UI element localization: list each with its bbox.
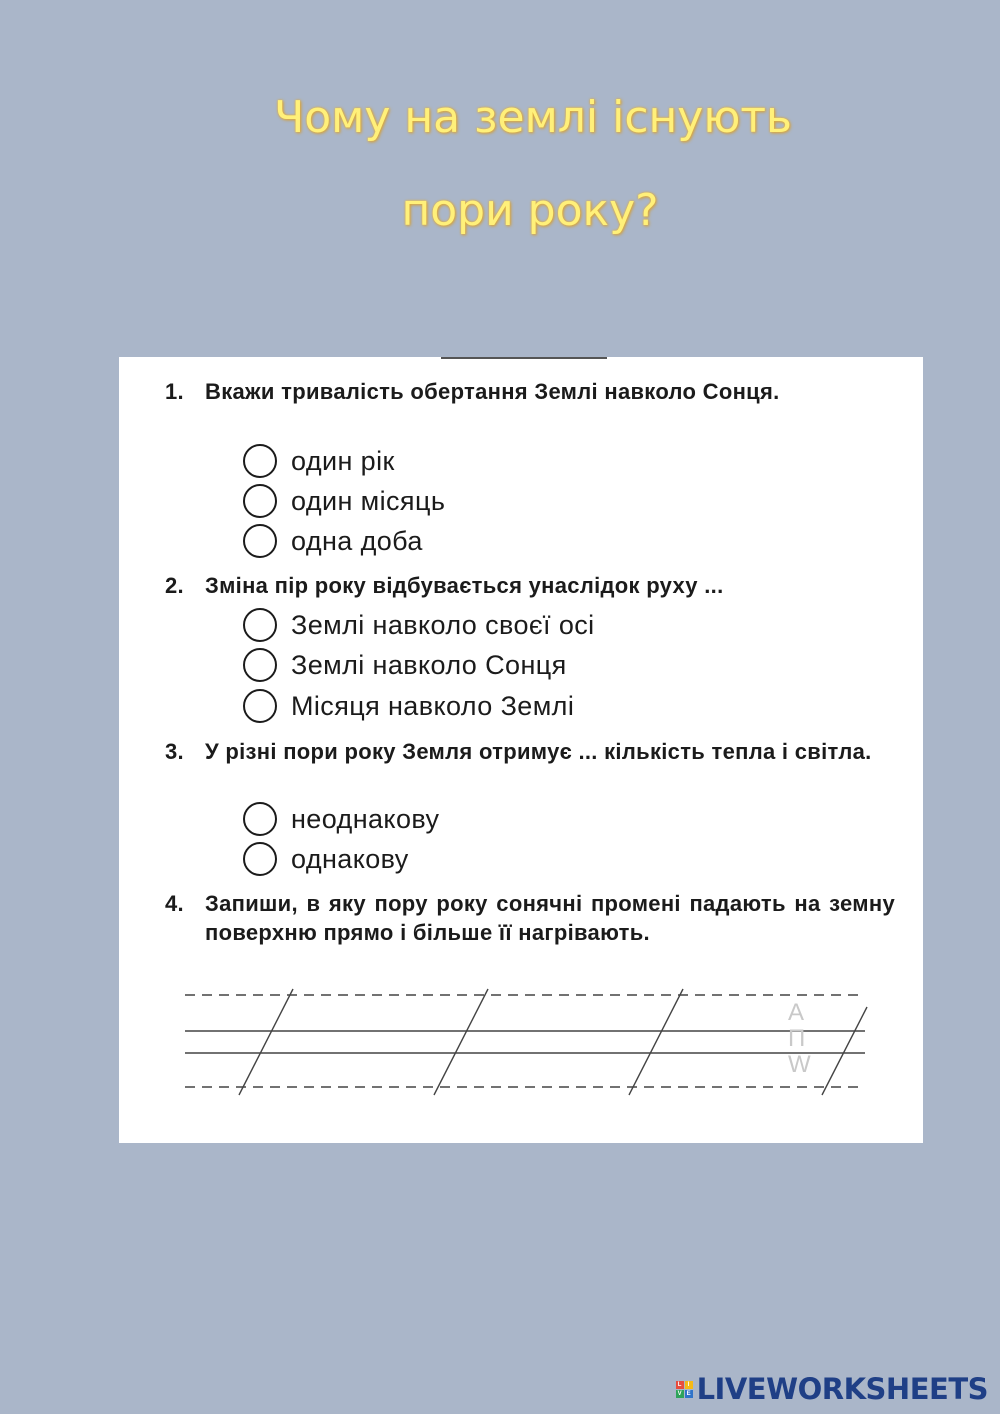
option-q3-a[interactable] [243,801,439,837]
option-q2-c[interactable] [243,688,574,724]
question-1 [165,377,895,406]
option-label: один місяць [291,485,446,516]
radio-button[interactable] [243,802,277,836]
radio-button[interactable] [243,484,277,518]
option-label: неоднакову [291,803,440,834]
radio-button[interactable] [243,689,277,723]
option-label: однакову [291,843,409,874]
option-q1-c[interactable] [243,523,423,559]
option-q1-b[interactable] [243,483,445,519]
option-label: Місяця навколо Землі [291,690,575,721]
question-2 [165,571,895,600]
liveworksheets-logo[interactable] [676,1372,988,1406]
option-q2-a[interactable] [243,607,595,643]
option-q3-b[interactable] [243,841,409,877]
question-number: 1. [165,379,184,404]
slant-guide-2 [434,989,488,1095]
watermark-line-1: А [788,999,805,1026]
top-divider [441,357,607,359]
logo-text: LIVEWORKSHEETS [696,1372,988,1406]
page-title-line-1: Чому на землі існують [274,92,792,143]
slant-guide-4 [822,1007,867,1095]
option-q2-b[interactable] [243,647,567,683]
answer-writing-area[interactable] [179,987,879,1097]
watermark-text [788,1000,811,1078]
radio-button[interactable] [243,842,277,876]
question-text: У різні пори року Земля отримує ... кількість тепла і світла. [205,739,872,764]
question-text: Запиши, в яку пору року сонячні промені падають на земну поверхню прямо і більше її нагрівають. [205,891,895,945]
option-label: Землі навколо своєї осі [291,609,595,640]
question-text: Вкажи тривалість обертання Землі навколо Сонця. [205,379,780,404]
logo-block-e: E [686,1390,691,1397]
logo-block-v: V [677,1390,682,1397]
option-q1-a[interactable] [243,443,395,479]
logo-blocks-icon [676,1381,693,1398]
question-number: 2. [165,573,184,598]
radio-button[interactable] [243,444,277,478]
question-3 [165,737,895,766]
watermark-line-2: П [788,1025,806,1052]
radio-button[interactable] [243,648,277,682]
watermark-line-3: W [788,1051,811,1078]
question-text: Зміна пір року відбувається унаслідок руху ... [205,573,724,598]
option-label: один рік [291,445,395,476]
page-title-line-2: пори року? [401,185,659,236]
question-number: 4. [165,891,184,916]
radio-button[interactable] [243,524,277,558]
question-number: 3. [165,739,184,764]
logo-block-l: L [676,1381,684,1389]
slant-guide-1 [239,989,293,1095]
question-4 [165,889,895,947]
logo-block-i: I [685,1381,693,1389]
option-label: Землі навколо Сонця [291,649,567,680]
option-label: одна доба [291,525,423,556]
slant-guide-3 [629,989,683,1095]
radio-button[interactable] [243,608,277,642]
